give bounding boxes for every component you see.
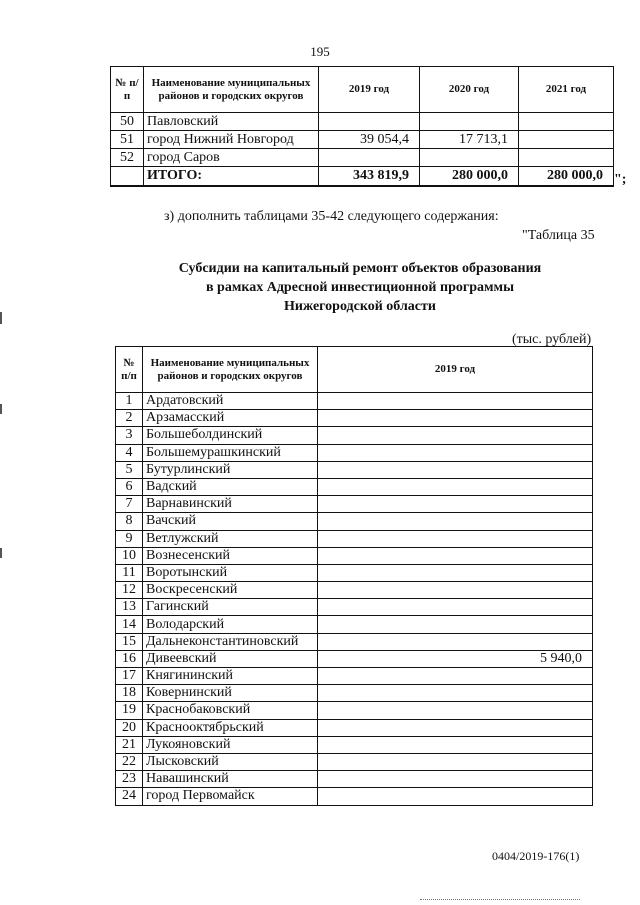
row-name: город Нижний Новгород [144, 131, 319, 149]
value-2019 [318, 564, 593, 581]
header-2019: 2019 год [318, 347, 593, 393]
table-row [116, 702, 593, 719]
row-number: 24 [116, 788, 143, 805]
value-2019 [318, 719, 593, 736]
row-number: 8 [116, 513, 143, 530]
total-2021: 280 000,0 [519, 167, 614, 186]
row-number: 1 [116, 393, 143, 410]
row-name: Лысковский [143, 753, 318, 770]
table-row [111, 149, 614, 167]
row-name: Воротынский [143, 564, 318, 581]
value-2019 [318, 513, 593, 530]
title-line-1: Субсидии на капитальный ремонт объектов образования [178, 261, 542, 276]
row-number: 19 [116, 702, 143, 719]
value-2019 [318, 788, 593, 805]
table-row [116, 530, 593, 547]
table-row [116, 685, 593, 702]
table-label: "Таблица 35 [522, 228, 595, 243]
table-row [116, 461, 593, 478]
header-name: Наименование муниципальных районов и городских округов [144, 67, 319, 113]
value-2019 [318, 685, 593, 702]
intro-text: з) дополнить таблицами 35-42 следующего содержания: [164, 209, 499, 224]
row-number: 3 [116, 427, 143, 444]
header-num: № п/п [116, 347, 143, 393]
row-number: 13 [116, 599, 143, 616]
row-name: Большеболдинский [143, 427, 318, 444]
table-row [116, 427, 593, 444]
row-number: 52 [111, 149, 144, 167]
table-row [116, 564, 593, 581]
value-2019 [318, 753, 593, 770]
row-name: Вадский [143, 478, 318, 495]
row-number [111, 167, 144, 186]
row-name: Ветлужский [143, 530, 318, 547]
value-2021 [519, 131, 614, 149]
row-number: 20 [116, 719, 143, 736]
header-2021: 2021 год [519, 67, 614, 113]
value-2020 [420, 149, 519, 167]
value-2019 [318, 547, 593, 564]
table-row [116, 668, 593, 685]
row-name: Вознесенский [143, 547, 318, 564]
total-2020: 280 000,0 [420, 167, 519, 186]
row-number: 15 [116, 633, 143, 650]
value-2019 [318, 599, 593, 616]
row-number: 10 [116, 547, 143, 564]
row-number: 17 [116, 668, 143, 685]
value-2019 [318, 478, 593, 495]
total-row [111, 167, 614, 186]
row-number: 5 [116, 461, 143, 478]
margin-mark [0, 548, 2, 558]
table-row [116, 736, 593, 753]
value-2019 [318, 582, 593, 599]
row-name: Павловский [144, 113, 319, 131]
value-2019: 5 940,0 [318, 650, 593, 667]
title-line-2: в рамках Адресной инвестиционной программы [205, 280, 514, 295]
margin-mark [0, 404, 2, 414]
table-row [116, 719, 593, 736]
table-row [116, 513, 593, 530]
row-number: 6 [116, 478, 143, 495]
row-number: 22 [116, 753, 143, 770]
value-2019 [318, 530, 593, 547]
closing-quote: "; [614, 172, 627, 187]
row-number: 14 [116, 616, 143, 633]
value-2019 [318, 496, 593, 513]
row-name: Воскресенский [143, 582, 318, 599]
row-number: 2 [116, 410, 143, 427]
table-row [116, 788, 593, 805]
table-row [116, 410, 593, 427]
row-number: 7 [116, 496, 143, 513]
table-row [116, 444, 593, 461]
value-2019 [318, 668, 593, 685]
row-name: Дивеевский [143, 650, 318, 667]
row-name: Краснобаковский [143, 702, 318, 719]
table-row [116, 393, 593, 410]
row-number: 18 [116, 685, 143, 702]
row-name: Большемурашкинский [143, 444, 318, 461]
table-row [111, 131, 614, 149]
value-2019 [318, 444, 593, 461]
header-name: Наименование муниципальных районов и городских округов [143, 347, 318, 393]
value-2019 [319, 149, 420, 167]
row-name: Дальнеконстантиновский [143, 633, 318, 650]
table-row [116, 496, 593, 513]
row-number: 9 [116, 530, 143, 547]
row-name: Арзамасский [143, 410, 318, 427]
value-2019 [318, 633, 593, 650]
row-name: город Саров [144, 149, 319, 167]
row-number: 4 [116, 444, 143, 461]
value-2019 [318, 461, 593, 478]
value-2019 [318, 736, 593, 753]
value-2021 [519, 113, 614, 131]
total-label: ИТОГО: [144, 167, 319, 186]
row-name: Навашинский [143, 771, 318, 788]
row-name: Гагинский [143, 599, 318, 616]
total-2019: 343 819,9 [319, 167, 420, 186]
value-2019 [318, 427, 593, 444]
table-continuation [110, 66, 614, 187]
header-2020: 2020 год [420, 67, 519, 113]
row-number: 50 [111, 113, 144, 131]
row-number: 16 [116, 650, 143, 667]
table-row [116, 771, 593, 788]
row-name: Краснооктябрьский [143, 719, 318, 736]
table-row [116, 582, 593, 599]
row-name: Ковернинский [143, 685, 318, 702]
row-name: Ардатовский [143, 393, 318, 410]
table-row [116, 633, 593, 650]
bottom-rule [420, 899, 580, 901]
value-2019 [319, 113, 420, 131]
row-name: Бутурлинский [143, 461, 318, 478]
row-number: 12 [116, 582, 143, 599]
row-name: Княгининский [143, 668, 318, 685]
table-row [116, 547, 593, 564]
header-num: № п/п [111, 67, 144, 113]
row-number: 51 [111, 131, 144, 149]
unit-label: (тыс. рублей) [512, 332, 592, 347]
table-row [116, 478, 593, 495]
subsidy-table [115, 346, 593, 806]
row-name: Вачский [143, 513, 318, 530]
value-2019 [318, 616, 593, 633]
header-2019: 2019 год [319, 67, 420, 113]
row-name: город Первомайск [143, 788, 318, 805]
title-line-3: Нижегородской области [284, 299, 436, 314]
table-row [116, 599, 593, 616]
value-2020: 17 713,1 [420, 131, 519, 149]
table-row [116, 753, 593, 770]
row-number: 23 [116, 771, 143, 788]
row-number: 21 [116, 736, 143, 753]
table-row [111, 113, 614, 131]
document-number: 0404/2019-176(1) [492, 849, 580, 863]
table-row [116, 650, 593, 667]
value-2021 [519, 149, 614, 167]
value-2019 [318, 702, 593, 719]
value-2019 [318, 771, 593, 788]
row-name: Варнавинский [143, 496, 318, 513]
row-number: 11 [116, 564, 143, 581]
row-name: Володарский [143, 616, 318, 633]
value-2019 [318, 393, 593, 410]
value-2019: 39 054,4 [319, 131, 420, 149]
value-2019 [318, 410, 593, 427]
row-name: Лукояновский [143, 736, 318, 753]
page-number: 195 [310, 44, 330, 59]
value-2020 [420, 113, 519, 131]
table-row [116, 616, 593, 633]
